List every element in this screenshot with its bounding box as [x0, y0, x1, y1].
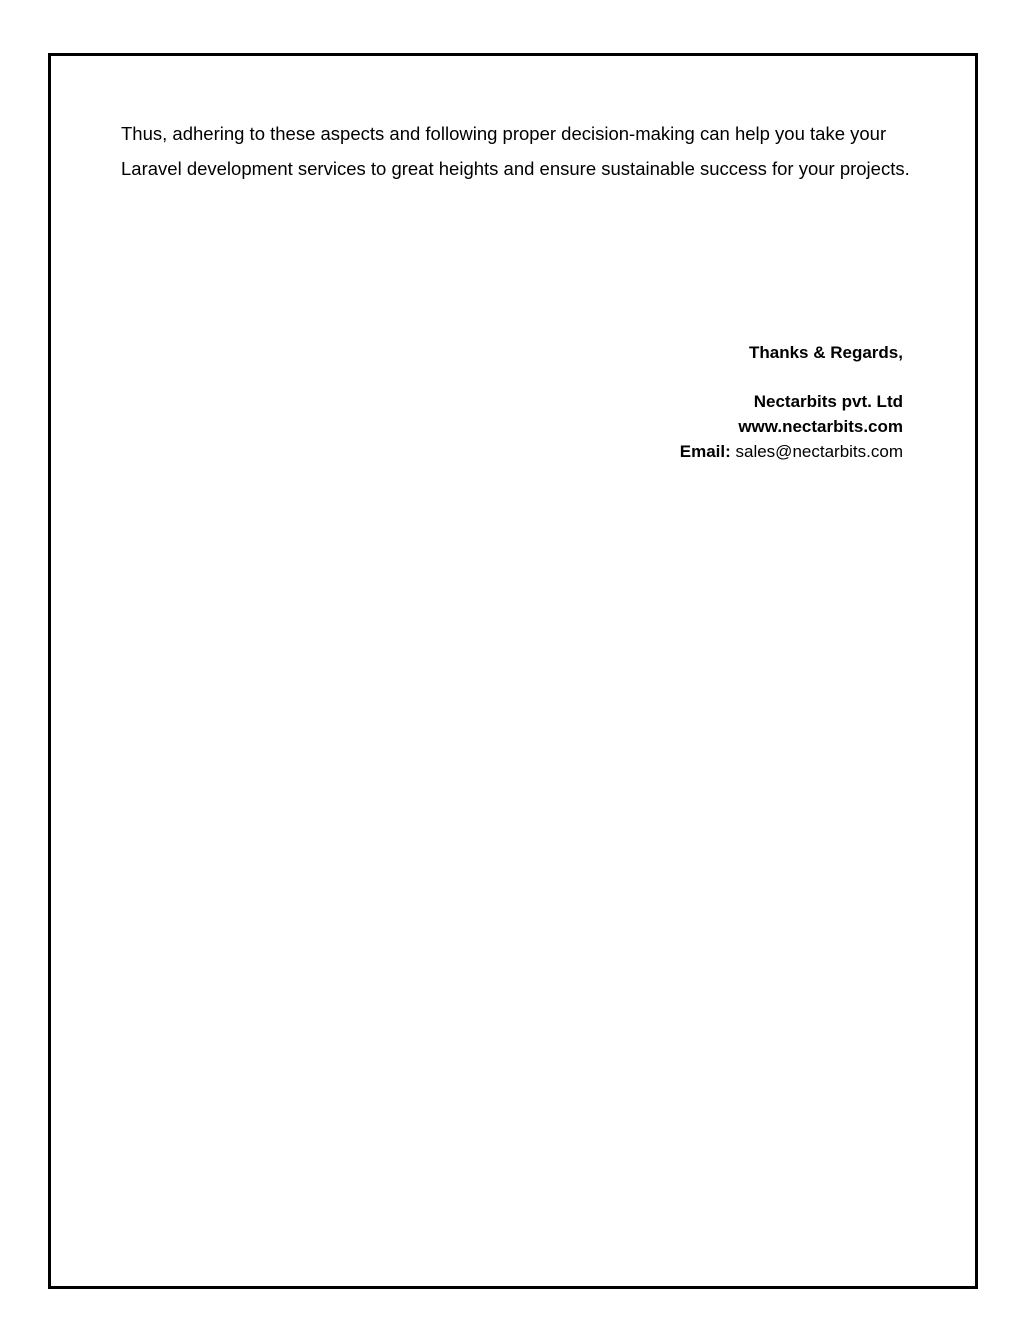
signature-block	[680, 340, 903, 464]
email-label: Email:	[679, 442, 731, 461]
email-line	[680, 439, 903, 464]
email-address: sales@nectarbits.com	[735, 442, 903, 461]
company-website: www.nectarbits.com	[738, 417, 903, 436]
page-border	[48, 53, 978, 1289]
closing-salutation: Thanks & Regards,	[749, 343, 903, 362]
closing-paragraph: Thus, adhering to these aspects and following proper decision-making can help you take your Laravel development services to great heights and ensure sustainable success for your projects.	[121, 123, 910, 179]
company-name: Nectarbits pvt. Ltd	[753, 392, 903, 411]
signature-spacer	[680, 365, 903, 389]
